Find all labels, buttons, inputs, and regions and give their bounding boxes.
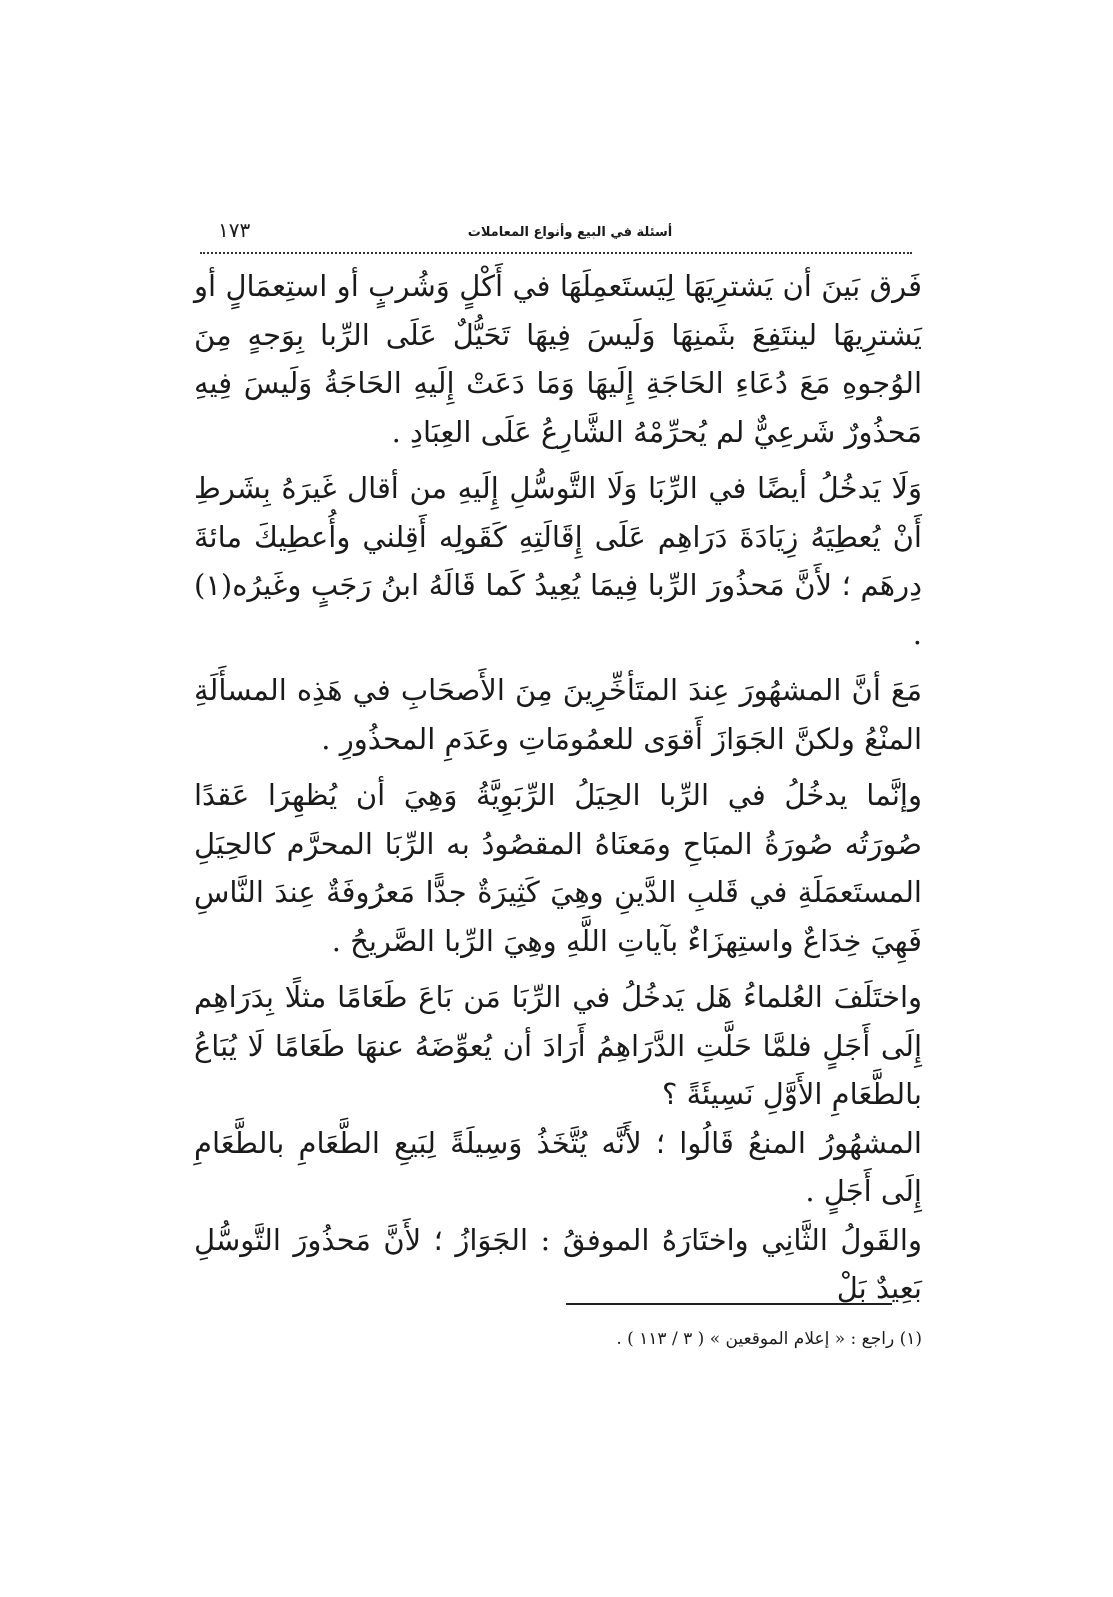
header-title: أسئلة في البيع وأنواع المعاملات: [467, 225, 673, 240]
paragraph-7: والقَولُ الثَّانِي واختَارَهُ الموفقُ : الجَوَازُ ؛ لأَنَّ مَحذُورَ التَّوسُّلِ بَعِيدٌ بَلْ: [194, 1222, 922, 1305]
paragraph-2: وَلَا يَدخُلُ أيضًا في الرِّبَا وَلَا التَّوسُّلِ إِلَيهِ من أقال غَيرَهُ بِشَرطِ أَنْ يُعطِيَهُ زِيَادَةَ دَرَاهِم عَلَى إِقَالَتِهِ كَقَولِه أَقِلني وأُعطِيكَ مائةَ دِرهَم ؛ لأَنَّ مَحذُورَ الرِّبا فِيمَا يُعِيدُ كَما قَالَهُ ابنُ رَجَبٍ وغَيرُه(١) .: [194, 471, 922, 651]
paragraph-5: واختَلَفَ العُلماءُ هَل يَدخُلُ في الرِّبَا مَن بَاعَ طَعَامًا مثلًا بِدَرَاهِم إِلَى أَجَلٍ فلمَّا حَلَّتِ الدَّرَاهِمُ أَرَادَ أن يُعوِّضَهُ عنهَا طَعَامًا لَا يُبَاعُ بالطَّعَامِ الأَوَّلِ نَسِيئَةً ؟: [194, 980, 922, 1111]
running-header: [200, 218, 912, 248]
paragraph-3: مَعَ أنَّ المشهُورَ عِندَ المتَأخِّرِينَ مِنَ الأَصحَابِ في هَذِه المسأَلَةِ المنْعُ ولكنَّ الجَوَازَ أَقوَى للعمُومَاتِ وعَدَمِ المحذُورِ .: [194, 673, 922, 756]
paragraph-1: فَرق بَينَ أن يَشترِيَهَا لِيَستَعمِلَهَا في أَكْلٍ وَشُربٍ أو استِعمَالٍ أو يَشترِيهَا لينتَفِعَ بثَمنِهَا وَلَيسَ فِيهَا تَحَيُّلٌ عَلَى الرِّبا بِوَجهٍ مِنَ الوُجوهِ مَعَ دُعَاءِ الحَاجَةِ إِلَيهَا وَمَا دَعَتْ إِلَيهِ الحَاجَةُ وَلَيسَ فِيهِ مَحذُورٌ شَرعِيٌّ لم يُحرِّمْهُ الشَّارِعُ عَلَى العِبَادِ .: [194, 269, 922, 449]
paragraph-4: وإنَّما يدخُلُ في الرِّبا الحِيَلُ الرِّبَوِيَّةُ وَهِيَ أن يُظهِرَا عَقدًا صُورَتُه صُورَةُ المبَاحِ ومَعنَاهُ المقصُودُ به الرِّبَا المحرَّم كالحِيَلِ المستَعمَلَةِ في قَلبِ الدَّينِ وهِيَ كَثِيرَةٌ جدًّا مَعرُوفَةٌ عِندَ النَّاسِ فَهِيَ خِدَاعٌ واستِهزَاءٌ بآياتِ اللَّهِ وهِيَ الرِّبا الصَّريحُ .: [194, 778, 922, 958]
paragraph-6: المشهُورُ المنعُ قَالُوا ؛ لأَنَّه يُتَّخَذُ وَسِيلَةً لِبَيعِ الطَّعَامِ بالطَّعَامِ إِلَى أَجَلٍ .: [194, 1125, 922, 1208]
footnote-divider: [566, 1303, 892, 1305]
footnote: (١) راجع : « إعلام الموقعين » ( ٣ / ١١٣ ) .: [616, 1329, 922, 1349]
main-text: [194, 262, 922, 1313]
page-number: ١٧٣: [218, 218, 251, 242]
header-divider: [200, 252, 912, 254]
